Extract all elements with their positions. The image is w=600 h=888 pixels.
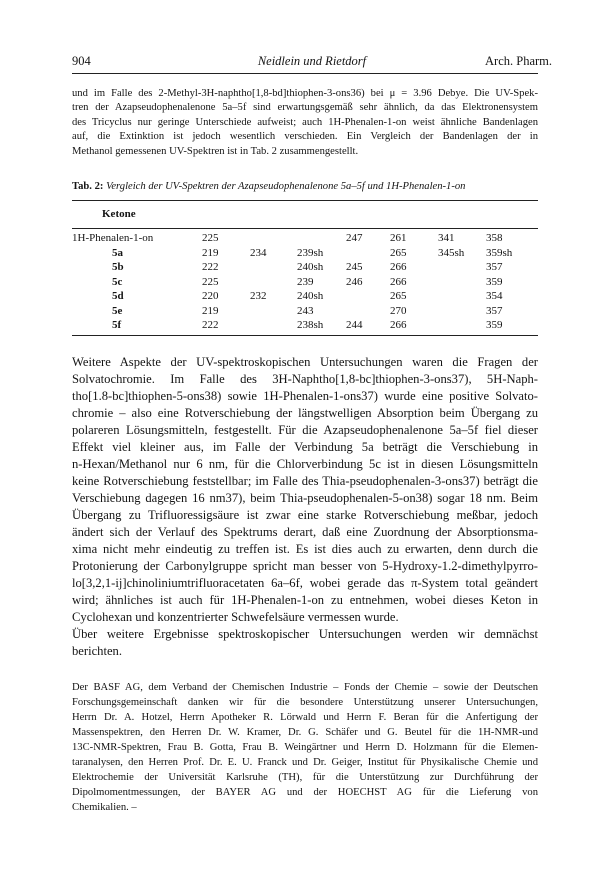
band-value: 357 bbox=[486, 261, 503, 273]
text-line: tren der Azapseudophenalenone 5a–5f sind erwartungsgemäß sehr ähnlich, da das Elektronensystem bbox=[72, 102, 538, 114]
acknowledgements bbox=[72, 680, 538, 815]
table-row bbox=[72, 305, 538, 318]
band-value: 225 bbox=[202, 232, 219, 244]
band-value: 234 bbox=[250, 246, 267, 259]
text-line: Über weitere Ergebnisse spektroskopischer Untersuchungen werden wir demnächst bbox=[72, 627, 538, 641]
ketone-name: 1H-Phenalen-1-on bbox=[72, 232, 154, 244]
table-row bbox=[72, 319, 538, 332]
band-value: 243 bbox=[297, 304, 314, 317]
band-value: 265 bbox=[390, 290, 407, 302]
band-value: 246 bbox=[346, 275, 363, 288]
text-line: 13C-NMR-Spektren, Frau B. Gotta, Frau B. Weingärtner und Herrn D. Holzmann für die Elemen- bbox=[72, 742, 538, 753]
text-line: berichten. bbox=[72, 644, 122, 658]
text-line: tho[1.8-bc]thiophen-5-ons38) sowie 1H-Phenalen-1-ons37) wurde eine positive Solvato- bbox=[72, 389, 538, 403]
band-value: 359 bbox=[486, 319, 503, 331]
outro-paragraph bbox=[72, 626, 538, 660]
band-value: 266 bbox=[390, 275, 407, 288]
table-row bbox=[72, 247, 538, 260]
band-value: 245 bbox=[346, 261, 363, 273]
text-line: Dipolmomentmessungen, der BAYER AG und der HOECHST AG für die Lieferung von bbox=[72, 787, 538, 798]
text-line: Methanol gemessenen UV-Spektren ist in Tab. 2 zusammengestellt. bbox=[72, 145, 359, 157]
band-value: 238sh bbox=[297, 319, 324, 331]
table-bottom-rule bbox=[72, 335, 538, 336]
band-value: 240sh bbox=[297, 261, 324, 273]
text-line: chromie – also eine Rotverschiebung der längstwelligen Absorption beim Übergang zu bbox=[72, 406, 538, 420]
text-line: Protonierung der Carbonylgruppe spricht man besser von 5-Hydroxy-1.2-dimethylpyrro- bbox=[72, 559, 538, 573]
text-line: wird; ähnliches ist auch für 1H-Phenalen-1-on zu entnehmen, wobei dieses Keton in bbox=[72, 593, 538, 607]
text-line: Elektrochemie der Universität Karlsruhe (TH), für die Unterstützung zur Durchführung der bbox=[72, 772, 538, 783]
text-line: Herrn Dr. A. Hotzel, Herrn Apotheker R. Lörwald und Herrn F. Beran für die Anfertigung der bbox=[72, 712, 538, 723]
text-line: polareren Lösungsmitteln, festgestellt. Für die Azapseudophenalenone 5a–5f fiel dieser bbox=[72, 423, 538, 437]
table-row bbox=[72, 276, 538, 289]
band-value: 270 bbox=[390, 304, 407, 317]
band-value: 239sh bbox=[297, 246, 324, 259]
ketone-name: 5e bbox=[112, 304, 123, 317]
band-value: 225 bbox=[202, 275, 219, 288]
band-value: 247 bbox=[346, 232, 363, 244]
text-line: Chemikalien. – bbox=[72, 802, 137, 813]
band-value: 220 bbox=[202, 290, 219, 302]
text-line: des Tricyclus nur geringe Unterschiede aufweist; auch 1H-Phenalen-1-on weist ähnliche Bandenlagen bbox=[72, 116, 538, 128]
text-line: Übergang zu Trifluoressigsäure ist zwar eine starke Rotverschiebung meßbar, jedoch bbox=[72, 508, 538, 522]
text-line: Effekt viel kleiner aus, im Falle der Verbindung 5a beträgt die Verschiebung in bbox=[72, 440, 538, 454]
page-number: 904 bbox=[72, 54, 91, 68]
band-value: 239 bbox=[297, 275, 314, 288]
text-line: Solvatochromie. Im Falle des 3H-Naphtho[1,8-bc]thiophen-3-ons37), 5H-Naph- bbox=[72, 372, 538, 386]
header-rule bbox=[72, 73, 538, 74]
text-line: Forschungsgemeinschaft danken wir für die besondere Unterstützung unserer Untersuchungen, bbox=[72, 697, 538, 708]
table-caption bbox=[72, 180, 538, 194]
ketone-name: 5c bbox=[112, 275, 123, 288]
table-row bbox=[72, 232, 538, 245]
text-line: auf, die Extinktion ist jedoch wesentlich verschieden. Ein Vergleich der Bandenlagen der in bbox=[72, 131, 538, 143]
band-value: 358 bbox=[486, 232, 503, 244]
text-line: und im Falle des 2-Methyl-3H-naphtho[1,8-bd]thiophen-3-ons36) bei μ = 3.96 Debye. Die UV-Spek- bbox=[72, 88, 538, 99]
band-value: 266 bbox=[390, 319, 407, 331]
text-line: Verschiebung dagegen 16 nm37), beim Thia-pseudophenalen-5-on38) sogar 18 nm. Beim bbox=[72, 491, 538, 505]
band-value: 357 bbox=[486, 304, 503, 317]
band-value: 219 bbox=[202, 246, 219, 259]
ketone-name: 5f bbox=[112, 319, 122, 331]
band-value: 222 bbox=[202, 261, 219, 273]
text-line: keine Rotverschiebung feststellbar; im Falle des Thia-pseudophenalen-3-ons37) beträgt die bbox=[72, 474, 538, 488]
band-value: 345sh bbox=[438, 246, 465, 259]
journal-name: Arch. Pharm. bbox=[485, 54, 552, 68]
main-paragraph bbox=[72, 354, 538, 626]
ketone-name: 5d bbox=[112, 290, 124, 302]
band-value: 341 bbox=[438, 232, 455, 244]
band-value: 265 bbox=[390, 246, 407, 259]
table-row bbox=[72, 261, 538, 274]
text-line: Weitere Aspekte der UV-spektroskopischen Untersuchungen waren die Fragen der bbox=[72, 355, 538, 369]
text-line: Massenspektren, den Herren Dr. W. Kramer, Dr. G. Schäfer und G. Beutel für die 1H-NMR-und bbox=[72, 727, 538, 738]
table-header-rule bbox=[72, 228, 538, 229]
band-value: 222 bbox=[202, 319, 219, 331]
text-line: n-Hexan/Methanol nur 6 nm, für die Chlorverbindung 5c ist in diesen Lösungsmitteln bbox=[72, 457, 538, 471]
band-value: 219 bbox=[202, 304, 219, 317]
ketone-name: 5a bbox=[112, 246, 123, 259]
table-top-rule bbox=[72, 200, 538, 201]
band-value: 354 bbox=[486, 290, 503, 302]
band-value: 240sh bbox=[297, 290, 324, 302]
band-value: 261 bbox=[390, 232, 407, 244]
table-label: Tab. 2: bbox=[72, 181, 104, 192]
running-authors: Neidlein und Rietdorf bbox=[257, 54, 367, 68]
table-header-ketone: Ketone bbox=[102, 208, 136, 220]
ketone-name: 5b bbox=[112, 261, 124, 273]
intro-paragraph bbox=[72, 87, 538, 159]
band-value: 244 bbox=[346, 319, 363, 331]
band-value: 266 bbox=[390, 261, 407, 273]
band-value: 359 bbox=[486, 275, 503, 288]
text-line: Der BASF AG, dem Verband der Chemischen Industrie – Fonds der Chemie – sowie der Deutschen bbox=[72, 682, 538, 693]
band-value: 359sh bbox=[486, 246, 513, 259]
table-caption-text: Vergleich der UV-Spektren der Azapseudophenalenone 5a–5f und 1H-Phenalen-1-on bbox=[106, 181, 466, 192]
running-header bbox=[72, 54, 552, 70]
text-line: xima nicht mehr eindeutig zu treffen ist. Es ist dies auch zu erwarten, denn durch die bbox=[72, 542, 538, 556]
text-line: taranalysen, den Herren Prof. Dr. E. U. Franck und Dr. Geiger, Institut für Physikalische Chemie und bbox=[72, 757, 538, 768]
text-line: Cyclohexan und konzentrierter Schwefelsäure vermessen wurde. bbox=[72, 610, 399, 624]
band-value: 232 bbox=[250, 290, 267, 302]
table-row bbox=[72, 290, 538, 303]
text-line: lo[3,2,1-ij]chinoliniumtrifluoracetaten 6a–6f, wobei gerade das π-System total geändert bbox=[72, 576, 538, 590]
text-line: ändert sich der Verlauf des Spektrums derart, daß eine Zuordnung der Absorptionsma- bbox=[72, 525, 538, 539]
